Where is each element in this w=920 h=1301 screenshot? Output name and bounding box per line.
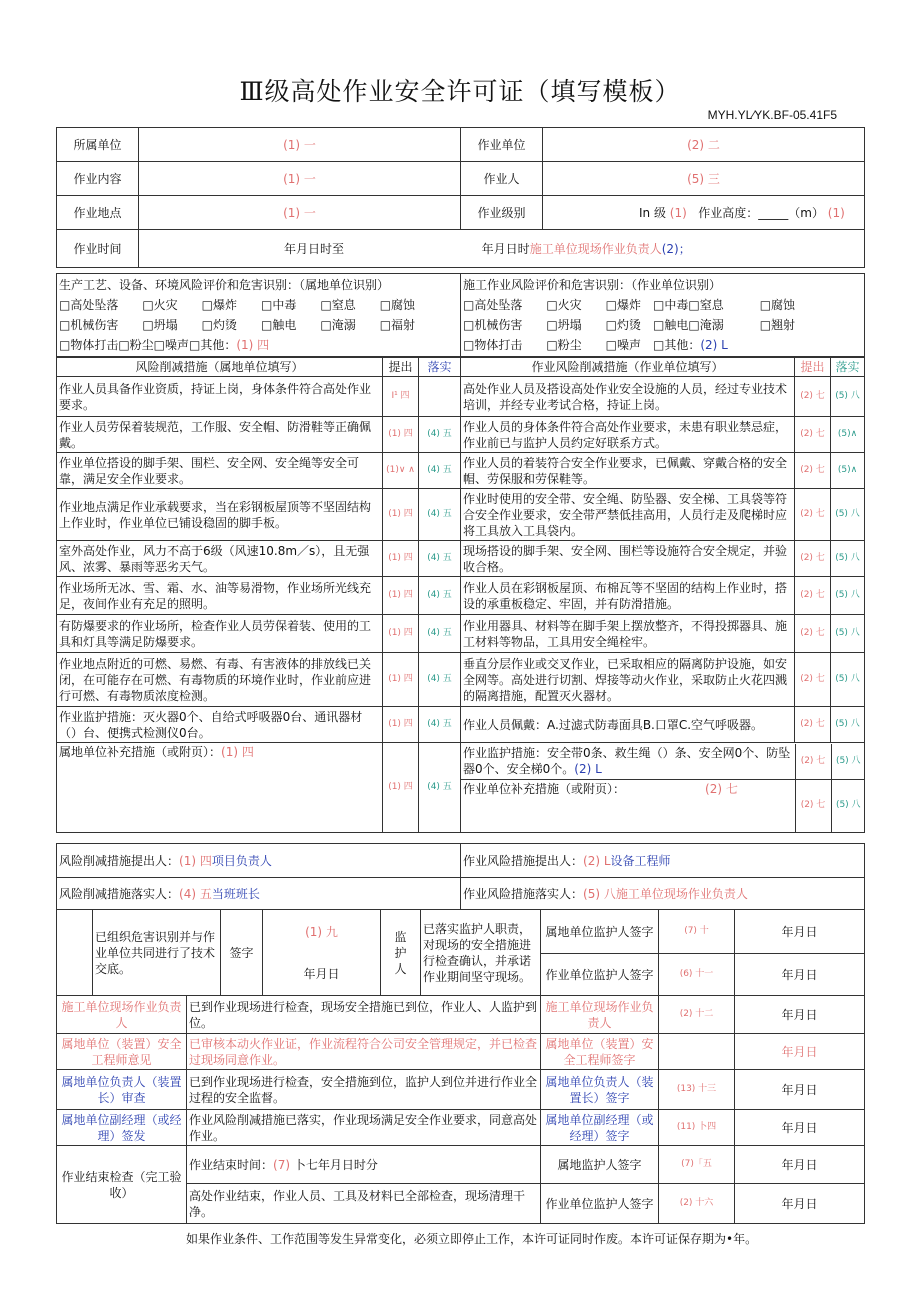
supp-right1-text: 作业监护措施：安全带0条、救生绳（）条、安全网0个、防坠器0个、安全梯0个。 [463, 746, 791, 777]
supp-right1-propose[interactable]: (2) 七 [795, 744, 831, 780]
measure-left-implement[interactable]: (4) 五 [419, 489, 461, 541]
approval-date[interactable]: 年月日 [735, 996, 865, 1034]
proposer-right-label: 作业风险措施提出人： [463, 853, 584, 868]
hazard-text: 已组织危害识别并与作业单位共同进行了技术交底。 [93, 910, 221, 996]
approval-row [57, 1034, 865, 1070]
measure-left-propose[interactable]: I¹ 四 [383, 377, 419, 417]
proposer-right-role: 设备工程师 [610, 853, 671, 868]
r1-sign-date[interactable]: 年月日 [735, 910, 865, 954]
end-r2-date[interactable]: 年月日 [735, 1184, 865, 1224]
supp-left-implement[interactable]: (4) 五 [419, 743, 461, 833]
sign-ref[interactable]: (1) 九 [263, 910, 381, 954]
risk-table [56, 273, 865, 357]
supp-right2-text: 作业单位补充措施（或附页）： [463, 782, 626, 796]
measure-right-propose[interactable]: (2) 七 [795, 653, 831, 707]
measure-left-propose[interactable]: (1) 四 [383, 653, 419, 707]
work-unit-value[interactable]: (2) 二 [543, 128, 865, 162]
r2-sign-label: 作业单位监护人签字 [541, 954, 659, 996]
measure-left-implement[interactable]: (4) 五 [419, 453, 461, 489]
approval-row [57, 1110, 865, 1146]
left-risk-row3: □物体打击□粉尘□噪声□其他： [59, 338, 237, 352]
measure-right-implement[interactable]: (5) 八 [831, 377, 865, 417]
approval-row [57, 1070, 865, 1110]
right-risk-row3-ref: (2) L [700, 338, 728, 352]
end-label: 作业结束检查（完工验收） [57, 1146, 187, 1224]
approval-sign-ref[interactable]: (11) 卜四 [659, 1110, 735, 1146]
measure-left-propose[interactable]: (1) 四 [383, 707, 419, 743]
measure-row [57, 577, 865, 615]
time-start: 年月日时至 [284, 241, 345, 256]
approval-sign-ref[interactable]: (2) 十二 [659, 996, 735, 1034]
time-label: 作业时间 [57, 230, 139, 268]
measure-left-implement[interactable]: (4) 五 [419, 417, 461, 453]
approval-sign-label: 施工单位现场作业负责人 [541, 996, 659, 1034]
end-r1-label: 属地监护人签字 [541, 1146, 659, 1184]
r1-sign-ref[interactable]: (7) 十 [659, 910, 735, 954]
measure-left-text: 作业单位搭设的脚手架、围栏、安全网、安全绳等安全可靠，满足安全作业要求。 [57, 453, 383, 489]
supp-right1-implement[interactable]: (5) 八 [831, 744, 865, 780]
end-r1-ref[interactable]: (7)「五 [659, 1146, 735, 1184]
measure-left-propose[interactable]: (1) 四 [383, 541, 419, 577]
worker-value[interactable]: (5) 三 [543, 162, 865, 196]
content-value[interactable]: (1) 一 [139, 162, 461, 196]
end-time[interactable] [187, 1146, 541, 1184]
sign-label: 签字 [221, 910, 263, 996]
height-ref: (1) [827, 205, 845, 220]
measure-left-propose[interactable]: (1) 四 [383, 577, 419, 615]
approval-label: 施工单位现场作业负责人 [57, 996, 187, 1034]
end-r2-ref[interactable]: (2) 十六 [659, 1184, 735, 1224]
measure-right-propose[interactable]: (2) 七 [795, 577, 831, 615]
measure-right-implement[interactable]: (5) 八 [831, 653, 865, 707]
proposer-right-ref: (2) L [583, 853, 611, 868]
level-ref: (1) [669, 205, 687, 220]
measure-row [57, 489, 865, 541]
approval-text: 已到作业现场进行检查，现场安全措施已到位，作业人、人监护到位。 [187, 996, 541, 1034]
right-risk-row3: □物体打击 □粉尘 □噪声 □其他： [463, 338, 701, 352]
end-time-val: 卜七年月日时分 [293, 1157, 378, 1172]
left-risk-row2[interactable]: □机械伤害 □坍塌 □灼烫 □触电 □淹溺 □福射 [59, 318, 416, 332]
measure-row [57, 541, 865, 577]
measure-left-text: 室外高处作业，风力不高于6级（风速10.8m／s），且无强风、浓雾、暴雨等恶劣天气。 [57, 541, 383, 577]
measure-row [57, 707, 865, 743]
right-risk-row3-wrap[interactable] [463, 335, 862, 355]
approval-date[interactable]: 年月日 [735, 1070, 865, 1110]
measure-right-propose[interactable]: (2) 七 [795, 615, 831, 653]
approval-date[interactable]: 年月日 [735, 1110, 865, 1146]
measure-right-propose[interactable]: (2) 七 [795, 377, 831, 417]
measure-right-implement[interactable]: (5) 八 [831, 615, 865, 653]
left-risk-row1[interactable]: □高处坠落 □火灾 □爆炸 □中毒 □窒息 □腐蚀 [59, 298, 416, 312]
implementer-left-ref: (4) 五 [179, 886, 212, 901]
supp-right2-implement[interactable]: (5) 八 [831, 780, 865, 832]
guard-text: 已落实监护人职责，对现场的安全措施进行检查确认，并承诺作业期间坚守现场。 [421, 910, 541, 996]
r1-sign-label: 属地单位监护人签字 [541, 910, 659, 954]
measure-left-propose[interactable]: (1) 四 [383, 489, 419, 541]
approval-sign-label: 属地单位副经理（或经理）签字 [541, 1110, 659, 1146]
sign-date[interactable]: 年月日 [263, 954, 381, 996]
left-risk-title: 生产工艺、设备、环境风险评价和危害识别：（属地单位识别） [59, 278, 390, 292]
unit-label: 所属单位 [57, 128, 139, 162]
level-value: In 级 [639, 205, 666, 220]
measure-left-text: 作业场所无冰、雪、霜、水、油等易滑物，作业场所光线充足，夜间作业有充足的照明。 [57, 577, 383, 615]
end-text2: 高处作业结束，作业人员、工具及材料已全部检查，现场清理干净。 [187, 1184, 541, 1224]
proposer-left-ref: (1) 四 [179, 853, 212, 868]
measure-right-implement[interactable]: (5)∧ [831, 417, 865, 453]
implement2-header: 落实 [831, 358, 865, 377]
right-risk-row1[interactable]: □高处坠落 □火灾 □爆炸 □中毒□窒息 □腐蚀 [463, 298, 796, 312]
page-title: Ⅲ级高处作业安全许可证（填写模板） [239, 77, 681, 106]
header-table [56, 127, 865, 268]
measure-right-propose[interactable]: (2) 七 [795, 707, 831, 743]
supp-right2-ref: (2) 七 [705, 782, 738, 796]
measure-right-implement[interactable]: (5) 八 [831, 489, 865, 541]
level-label: 作业级别 [461, 196, 543, 230]
implementer-left-role: 当班班长 [211, 886, 260, 901]
measure-row [57, 377, 865, 417]
approval-label: 属地单位副经理（或经理）签发 [57, 1110, 187, 1146]
proposer-left-role: 项目负责人 [211, 853, 272, 868]
supp-left[interactable] [57, 743, 383, 833]
right-risk-title: 施工作业风险评价和危害识别：（作业单位识别） [463, 278, 722, 292]
measure-row [57, 417, 865, 453]
approval-label: 属地单位（装置）安全工程师意见 [57, 1034, 187, 1070]
implement-header: 落实 [419, 358, 461, 377]
implementer-right-role: 施工单位现场作业负责人 [615, 886, 748, 901]
proposer-right[interactable] [461, 844, 865, 878]
measure-right-implement[interactable]: (5)∧ [831, 453, 865, 489]
doc-code: MYH.YL∕YK.BF-05.41F5 [707, 108, 837, 122]
content-label: 作业内容 [57, 162, 139, 196]
proposer-left-label: 风险削减措施提出人： [59, 853, 180, 868]
approval-sign-label: 属地单位负责人（装置长）签字 [541, 1070, 659, 1110]
end-time-text: 作业结束时间： [189, 1157, 274, 1172]
approval-text: 作业风险削减措施已落实，作业现场满足安全作业要求，同意高处作业。 [187, 1110, 541, 1146]
implementer-right-ref: (5) 八 [583, 886, 616, 901]
height-label: 作业高度：_____（m） [698, 205, 824, 220]
supp-right1[interactable] [461, 744, 795, 780]
approval-sign-ref[interactable]: (13) 十三 [659, 1070, 735, 1110]
propose-header: 提出 [383, 358, 419, 377]
time-person: 施工单位现场作业负责人 [529, 241, 662, 256]
approval-text: 已到作业现场进行检查，安全措施到位，监护人到位并进行作业全过程的安全监督。 [187, 1070, 541, 1110]
supp-right2-propose[interactable]: (2) 七 [795, 780, 831, 832]
measure-left-text: 作业人员具备作业资质，持证上岗，身体条件符合高处作业要求。 [57, 377, 383, 417]
supp-left-text: 属地单位补充措施（或附页）： [59, 745, 222, 759]
measure-right-implement[interactable]: (5) 八 [831, 541, 865, 577]
left-risk-row3-ref: (1) 四 [236, 338, 270, 352]
end-r1-date[interactable]: 年月日 [735, 1146, 865, 1184]
measure-right-propose[interactable]: (2) 七 [795, 541, 831, 577]
right-risk-row2[interactable]: □机械伤害 □坍塌 □灼烫 □触电□淹溺 □翘射 [463, 318, 796, 332]
measure-row [57, 453, 865, 489]
implementer-right-label: 作业风险措施落实人： [463, 886, 584, 901]
time-end: 年月日时 [481, 241, 530, 256]
guard-label: 监护人 [381, 910, 421, 996]
proposer-left[interactable] [57, 844, 461, 878]
supp-right2[interactable] [461, 780, 795, 832]
measure-left-propose[interactable]: (1) 四 [383, 417, 419, 453]
measure-left-text: 作业地点满足作业承载要求，当在彩钢板屋顶等不坚固结构上作业时，作业单位已铺设稳固的脚手板。 [57, 489, 383, 541]
measure-right-text: 作业人员在彩钢板屋顶、布棉瓦等不坚固的结构上作业时，搭设的承重板稳定、牢固，并有防滑措施。 [461, 577, 795, 615]
unit-value[interactable]: (1) 一 [139, 128, 461, 162]
measure-left-implement[interactable]: (4) 五 [419, 653, 461, 707]
approval-sign-ref[interactable] [659, 1034, 735, 1070]
footer-note: 如果作业条件、工作范围等发生异常变化，必须立即停止工作，本许可证同时作废。本许可证保存期为•年。 [186, 1232, 758, 1246]
measure-left-propose[interactable]: (1)∨ ∧ [383, 453, 419, 489]
supp-left-ref: (1) 四 [221, 745, 254, 759]
work-unit-label: 作业单位 [461, 128, 543, 162]
end-time-ref: (7) [273, 1157, 291, 1172]
measure-left-propose[interactable]: (1) 四 [383, 615, 419, 653]
propose2-header: 提出 [795, 358, 831, 377]
measure-right-text: 现场搭设的脚手架、安全网、围栏等设施符合安全规定，并验收合格。 [461, 541, 795, 577]
time-person-ref: (2)； [661, 241, 691, 256]
approval-label: 属地单位负责人（装置长）审查 [57, 1070, 187, 1110]
r2-sign-date[interactable]: 年月日 [735, 954, 865, 996]
approval-sign-label: 属地单位（装置）安全工程师签字 [541, 1034, 659, 1070]
time-cell[interactable] [139, 230, 865, 268]
implementer-left-label: 风险削减措施落实人： [59, 886, 180, 901]
measure-left-text: 作业地点附近的可燃、易燃、有毒、有害液体的排放线已关闭，在可能存在可燃、有毒物质的环境作业时，作业前应进行可燃、有毒物质浓度检测。 [57, 653, 383, 707]
measure-right-implement[interactable]: (5) 八 [831, 707, 865, 743]
proposers-table [56, 843, 865, 910]
measure-left-text: 作业人员劳保着装规范，工作服、安全帽、防滑鞋等正确佩戴。 [57, 417, 383, 453]
left-risk-row3-wrap[interactable] [59, 335, 458, 355]
measure-left-text: 作业监护措施：灭火器0个、自给式呼吸器0台、通讯器材（）台、便携式检测仪0台。 [57, 707, 383, 743]
measure-right-propose[interactable]: (2) 七 [795, 489, 831, 541]
measure-left-implement[interactable]: (4) 五 [419, 615, 461, 653]
measure-left-implement[interactable] [419, 377, 461, 417]
measure-left-implement[interactable]: (4) 五 [419, 541, 461, 577]
sign-table [56, 909, 865, 996]
measure-row [57, 615, 865, 653]
measure-right-text: 高处作业人员及搭设高处作业安全设施的人员，经过专业技术培训，并经专业考试合格，持证上岗。 [461, 377, 795, 417]
measures-table [56, 357, 865, 833]
measures-right-header: 作业风险削减措施（作业单位填写） [461, 358, 795, 377]
supp-right1-ref: (2) L [574, 762, 602, 777]
supp-right-table [461, 744, 865, 832]
implementer-right[interactable] [461, 878, 865, 910]
measure-right-text: 作业时使用的安全带、安全绳、防坠器、安全梯、工具袋等符合安全作业要求，安全带严禁低挂高用，人员行走及爬梯时应将工具放入工具袋内。 [461, 489, 795, 541]
end-r2-label: 作业单位监护人签字 [541, 1184, 659, 1224]
measure-row [57, 653, 865, 707]
approval-text: 已审核本动火作业证，作业流程符合公司安全管理规定，并已检查过现场同意作业。 [187, 1034, 541, 1070]
place-label: 作业地点 [57, 196, 139, 230]
measure-right-text: 作业人员佩戴：A.过滤式防毒面具B.口罩C.空气呼吸器。 [461, 707, 795, 743]
level-cell[interactable] [543, 196, 865, 230]
measure-right-propose[interactable]: (2) 七 [795, 417, 831, 453]
measures-left-header: 风险削减措施（属地单位填写） [57, 358, 383, 377]
measure-left-text: 有防爆要求的作业场所，检查作业人员劳保着装、使用的工具和灯具等满足防爆要求。 [57, 615, 383, 653]
measure-right-text: 垂直分层作业或交叉作业，已采取相应的隔离防护设施，如安全网等。高处进行切割、焊接等动火作业，采取防止火花四溅的隔离措施，配置灭火器材。 [461, 653, 795, 707]
measure-left-implement[interactable]: (4) 五 [419, 707, 461, 743]
measure-right-implement[interactable]: (5) 八 [831, 577, 865, 615]
implementer-left[interactable] [57, 878, 461, 910]
place-value[interactable]: (1) 一 [139, 196, 461, 230]
measure-left-implement[interactable]: (4) 五 [419, 577, 461, 615]
measure-right-propose[interactable]: (2) 七 [795, 453, 831, 489]
measure-right-text: 作业人员的着装符合安全作业要求，已佩戴、穿戴合格的安全帽、劳保服和劳保鞋等。 [461, 453, 795, 489]
supp-left-propose[interactable]: (1) 四 [383, 743, 419, 833]
measure-right-text: 作业人员的身体条件符合高处作业要求，未患有职业禁忌症，作业前已与监护人员约定好联系方式。 [461, 417, 795, 453]
approval-date[interactable]: 年月日 [735, 1034, 865, 1070]
worker-label: 作业人 [461, 162, 543, 196]
measure-right-text: 作业用器具、材料等在脚手架上摆放整齐，不得投掷器具、施工材料等物品，工具用安全绳栓牢。 [461, 615, 795, 653]
approval-row [57, 996, 865, 1034]
approvals-table [56, 995, 865, 1224]
r2-sign-ref[interactable]: (6) 十一 [659, 954, 735, 996]
